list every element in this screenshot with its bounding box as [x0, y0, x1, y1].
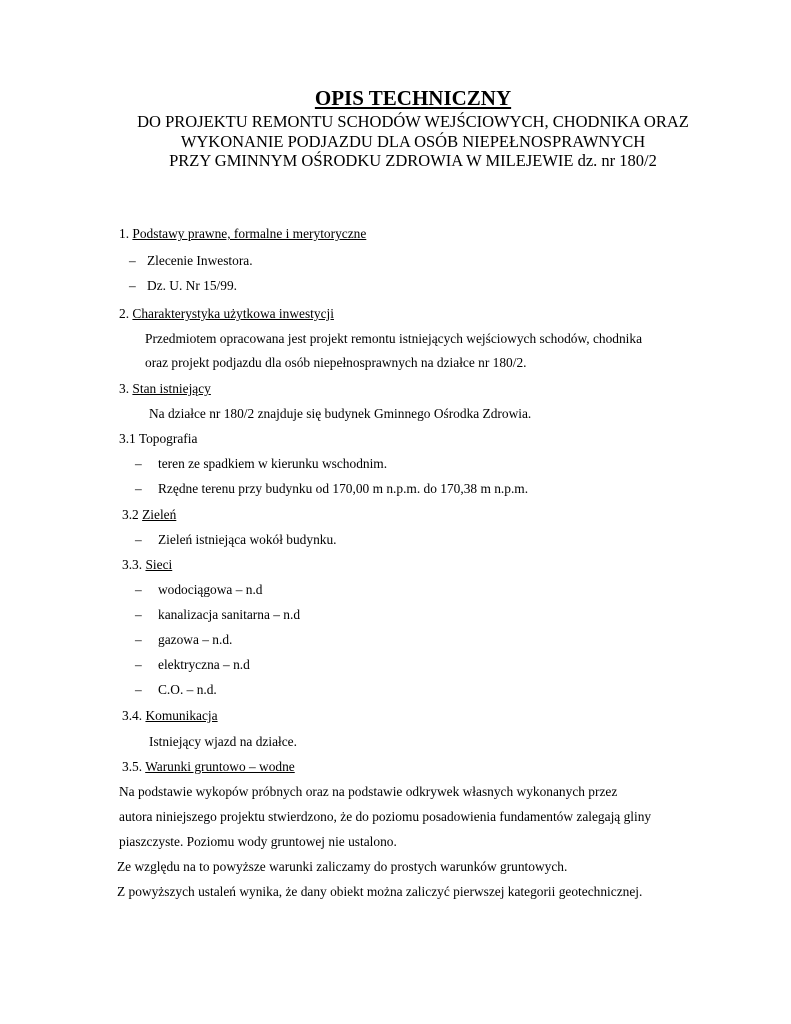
section-title: Charakterystyka użytkowa inwestycji	[132, 306, 334, 321]
section-3-2-heading	[122, 506, 176, 523]
list-item: Zieleń istniejąca wokół budynku.	[158, 532, 337, 547]
section-number: 3.5.	[122, 759, 143, 774]
subtitle-line-2: WYKONANIE PODJAZDU DLA OSÓB NIEPEŁNOSPRAWNYCH	[180, 132, 646, 151]
list-item: kanalizacja sanitarna – n.d	[158, 607, 301, 622]
paragraph-line: Na podstawie wykopów próbnych oraz na podstawie odkrywek własnych wykonanych przez	[119, 784, 618, 799]
paragraph-line: oraz projekt podjazdu dla osób niepełnosprawnych na działce nr 180/2.	[145, 355, 527, 370]
section-title: Warunki gruntowo – wodne	[145, 759, 295, 774]
list-item: teren ze spadkiem w kierunku wschodnim.	[158, 456, 388, 471]
paragraph-line: Przedmiotem opracowana jest projekt remontu istniejących wejściowych schodów, chodnika	[145, 331, 643, 346]
list-dash: –	[135, 682, 142, 697]
list-dash: –	[135, 532, 142, 547]
section-number: 3.4.	[122, 708, 143, 723]
section-title: Sieci	[145, 557, 173, 572]
list-dash: –	[129, 253, 136, 268]
paragraph-line: Z powyższych ustaleń wynika, że dany obiekt można zaliczyć pierwszej kategorii geotechnicznej.	[117, 884, 643, 899]
subtitle-line-3: PRZY GMINNYM OŚRODKU ZDROWIA W MILEJEWIE dz. nr 180/2	[169, 151, 657, 170]
list-dash: –	[135, 632, 142, 647]
list-dash: –	[129, 278, 136, 293]
list-dash: –	[135, 607, 142, 622]
section-number: 1.	[119, 226, 130, 241]
section-title: Stan istniejący	[132, 381, 211, 396]
section-3-5-heading	[122, 758, 295, 775]
paragraph-line: Ze względu na to powyższe warunki zaliczamy do prostych warunków gruntowych.	[117, 859, 568, 874]
section-title: Komunikacja	[145, 708, 218, 723]
section-title: Zieleń	[142, 507, 177, 522]
section-number: 3.2	[122, 507, 139, 522]
list-item: gazowa – n.d.	[158, 632, 233, 647]
section-3-4-heading	[122, 707, 218, 724]
list-dash: –	[135, 582, 142, 597]
section-3-heading	[119, 380, 211, 397]
list-item: Zlecenie Inwestora.	[147, 253, 253, 268]
paragraph-line: piaszczyste. Poziomu wody gruntowej nie ustalono.	[119, 834, 397, 849]
paragraph-line: Na działce nr 180/2 znajduje się budynek Gminnego Ośrodka Zdrowia.	[149, 406, 532, 421]
list-item: Rzędne terenu przy budynku od 170,00 m n.p.m. do 170,38 m n.p.m.	[158, 481, 529, 496]
section-number: 2.	[119, 306, 130, 321]
list-item: Dz. U. Nr 15/99.	[147, 278, 238, 293]
section-3-1-heading: 3.1 Topografia	[119, 431, 198, 446]
subtitle-line-1: DO PROJEKTU REMONTU SCHODÓW WEJŚCIOWYCH, CHODNIKA ORAZ	[137, 112, 689, 131]
document-title: OPIS TECHNICZNY	[314, 86, 512, 110]
paragraph-line: Istniejący wjazd na działce.	[149, 734, 297, 749]
list-dash: –	[135, 456, 142, 471]
section-number: 3.3.	[122, 557, 143, 572]
list-dash: –	[135, 481, 142, 496]
section-title: Podstawy prawne, formalne i merytoryczne	[132, 226, 367, 241]
section-1-heading	[119, 225, 366, 242]
list-item: elektryczna – n.d	[158, 657, 250, 672]
section-number: 3.	[119, 381, 130, 396]
section-2-heading	[119, 305, 334, 322]
list-item: wodociągowa – n.d	[158, 582, 263, 597]
paragraph-line: autora niniejszego projektu stwierdzono, że do poziomu posadowienia fundamentów zalegają gliny	[119, 809, 652, 824]
section-3-3-heading	[122, 556, 172, 573]
list-item: C.O. – n.d.	[158, 682, 217, 697]
list-dash: –	[135, 657, 142, 672]
